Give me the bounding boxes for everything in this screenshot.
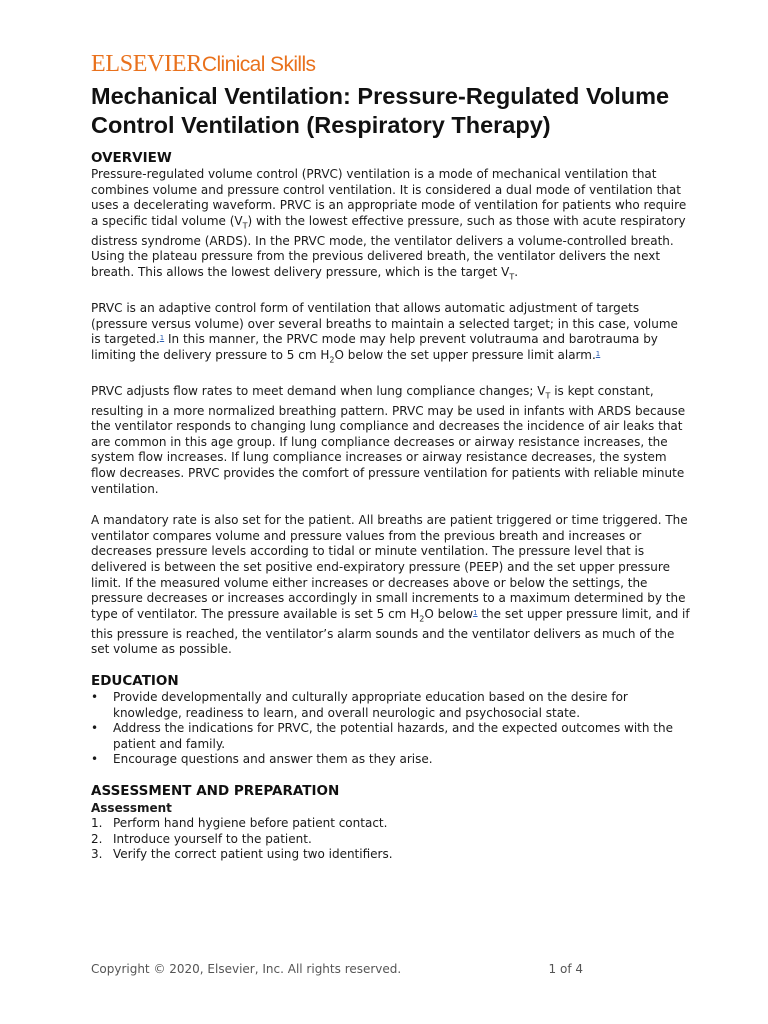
page-footer <box>91 962 583 976</box>
overview-paragraph-3: PRVC adjusts flow rates to meet demand when lung compliance changes; $V_T$ is kept constant, resulting in a more normalized breathing pattern. PRVC may be used in infants with ARDS because the ventilator responds to changing lung compliance and decreases the incidence of air leaks that are common in this age group. If lung compliance decreases or airway resistance increases, the system flow increases. If lung compliance increases or airway resistance decreases, the system flow decreases. PRVC provides the comfort of pressure ventilation for patients with reliable minute ventilation. <box>91 383 686 496</box>
list-item: 1. Perform hand hygiene before patient contact. <box>91 815 388 830</box>
reference-link[interactable]: 1 <box>159 334 165 343</box>
copyright-text: Copyright © 2020, Elsevier, Inc. All rights reserved. <box>91 962 402 976</box>
overview-paragraph-4: A mandatory rate is also set for the patient. All breaths are patient triggered or time triggered. The ventilator compares volume and pressure values from the previous breath and increases or decreases pressure levels according to tidal or minute ventilation. The pressure level that is delivered is between the set positive end-expiratory pressure (PEEP) and the set upper pressure limit. If the measured volume either increases or decreases above or below the settings, the pressure decreases or increases accordingly in small increments to a maximum determined by the type of ventilator. The pressure available is set 5 cm $H_2O$ below$^1$ the set upper pressure limit, and if this pressure is reached, the ventilator’s alarm sounds and the ventilator delivers as much of the set volume as possible. <box>91 513 690 657</box>
brand-logo <box>91 50 691 79</box>
list-item: • Encourage questions and answer them as they arise. <box>91 752 433 767</box>
brand-name: ELSEVIER <box>91 51 202 77</box>
assessment-subheading: Assessment <box>91 800 172 815</box>
page-number: 1 of 4 <box>548 962 583 976</box>
list-item: 2. Introduce yourself to the patient. <box>91 831 312 846</box>
education-heading: EDUCATION <box>91 672 179 689</box>
document-page <box>91 50 691 863</box>
overview-paragraph-2: PRVC is an adaptive control form of ventilation that allows automatic adjustment of targets (pressure versus volume) over several breaths to maintain a selected target; in this case, volume is targeted.$^1$ In this manner, the PRVC mode may help prevent volutrauma and barotrauma by limiting the delivery pressure to 5 cm $H_2O$ below the set upper pressure limit alarm.$^1$ <box>91 300 678 365</box>
overview-heading: OVERVIEW <box>91 150 172 166</box>
reference-link[interactable]: 1 <box>595 349 601 358</box>
list-item: • Address the indications for PRVC, the potential hazards, and the expected outcomes with the patient and family. <box>91 721 673 751</box>
assessment-heading: ASSESSMENT AND PREPARATION <box>91 782 340 799</box>
brand-product: Clinical Skills <box>201 53 316 76</box>
education-list <box>91 690 691 768</box>
document-title: Mechanical Ventilation: Pressure-Regulated Volume Control Ventilation (Respiratory Therapy) <box>91 83 670 138</box>
assessment-list <box>91 816 691 863</box>
reference-link[interactable]: 1 <box>473 608 478 617</box>
list-item: 3. Verify the correct patient using two identifiers. <box>91 847 393 862</box>
list-item: • Provide developmentally and culturally appropriate education based on the desire for knowledge, readiness to learn, and overall neurologic and psychosocial state. <box>91 689 628 720</box>
overview-paragraph-1: Pressure-regulated volume control (PRVC) ventilation is a mode of mechanical ventilation that combines volume and pressure control ventilation. It is considered a dual mode of ventilation that uses a decelerating waveform. PRVC is an appropriate mode of ventilation for patients who require a specific tidal volume $(V_T)$ with the lowest effective pressure, such as those with acute respiratory distress syndrome (ARDS). In the PRVC mode, the ventilator delivers a volume-controlled breath. Using the plateau pressure from the previous delivered breath, the ventilator delivers the next breath. This allows the lowest delivery pressure, which is the target $V_T$. <box>91 167 687 282</box>
